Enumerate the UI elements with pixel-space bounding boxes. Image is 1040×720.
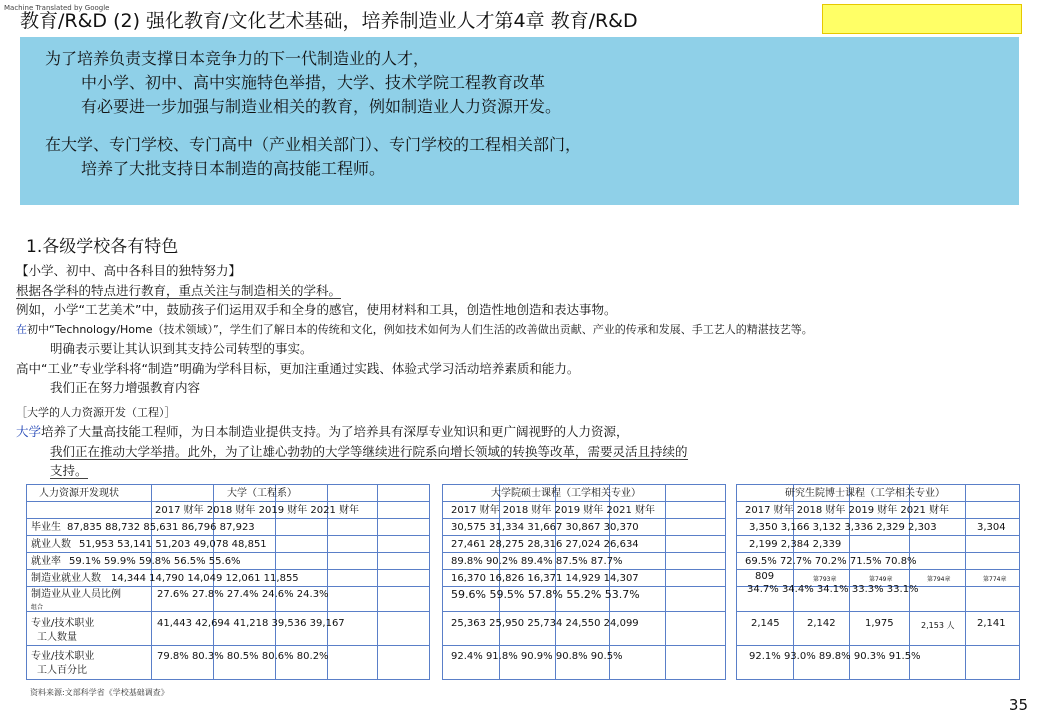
- school-heading: 【小学、初中、高中各科目的独特努力】: [16, 263, 242, 278]
- summary-line: 培养了大批支持日本制造的高技能工程师。: [81, 159, 386, 178]
- summary-line: 在大学、专门学校、专门高中（产业相关部门）、专门学校的工程相关部门，: [45, 135, 582, 154]
- doctoral-prof-count: 2,153 人: [921, 621, 955, 630]
- body-line-prefix: 大学: [16, 424, 42, 439]
- masters-employment-rate: 89.8% 90.2% 89.4% 87.5% 87.7%: [451, 556, 623, 567]
- summary-line: 中小学、初中、高中实施特色举措，大学、技术学院工程教育改革: [81, 73, 546, 92]
- masters-title: 大学院硕士课程（工学相关专业）: [491, 488, 641, 499]
- summary-box: [20, 37, 1019, 205]
- row-label-prof-count: 工人数量: [37, 632, 77, 643]
- doctoral-mfg-note: 第794章: [927, 576, 951, 583]
- body-line-text: 初中“Technology/Home（技术领域）”，学生们了解日本的传统和文化，例如技术如何为人们生活的改善做出贡献、产业的传承和发展、手工艺人的精湛技艺等。: [27, 322, 813, 336]
- university-title: 大学（工程系）: [227, 488, 297, 499]
- university-employed: 51,953 53,141 51,203 49,078 48,851: [79, 539, 267, 550]
- university-years: 2017 财年 2018 财年 2019 财年 2021 财年: [155, 505, 360, 516]
- row-label-prof-count: 专业/技术职业: [31, 618, 95, 629]
- masters-prof-pct: 92.4% 91.8% 90.9% 90.8% 90.5%: [451, 651, 623, 662]
- body-line: [16, 461, 1016, 481]
- university-employment-rate: 59.1% 59.9% 59.8% 56.5% 55.6%: [69, 556, 241, 567]
- doctoral-employment-rate: 69.5% 72.7% 70.2% 71.5% 70.8%: [745, 556, 917, 567]
- source-note: 资料来源:文部科学省《学校基础调查》: [30, 688, 169, 697]
- row-label-graduates: 毕业生: [31, 522, 61, 533]
- masters-years: 2017 财年 2018 财年 2019 财年 2021 财年: [451, 505, 656, 516]
- masters-prof-count: 25,363 25,950 25,734 24,550 24,099: [451, 618, 639, 629]
- university-mfg-employed: 14,344 14,790 14,049 12,061 11,855: [111, 573, 299, 584]
- doctoral-prof-pct: 92.1% 93.0% 89.8% 90.3% 91.5%: [749, 651, 921, 662]
- table-column-divider: [965, 485, 966, 679]
- row-label-employment-rate: 就业率: [31, 556, 61, 567]
- body-line: 例如，小学“工艺美术”中，鼓励孩子们运用双手和全身的感官，使用材料和工具，创造性地创造和表达事物。: [16, 302, 617, 317]
- row-label-employed: 就业人数: [31, 539, 71, 550]
- doctoral-prof-count: 2,141: [977, 618, 1006, 629]
- university-table: [26, 484, 430, 680]
- doctoral-prof-count: 1,975: [865, 618, 894, 629]
- masters-employed: 27,461 28,275 28,316 27,024 26,634: [451, 539, 639, 550]
- summary-line: 为了培养负责支撑日本竞争力的下一代制造业的人才，: [45, 49, 430, 68]
- doctoral-years: 2017 财年 2018 财年 2019 财年 2021 财年: [745, 505, 950, 516]
- row-label-mfg-employed: 制造业就业人数: [31, 573, 101, 584]
- doctoral-mfg-note: 第774章: [983, 576, 1007, 583]
- table-column-divider: [377, 485, 378, 679]
- masters-table: [442, 484, 726, 680]
- body-line-text: 我们正在推动大学举措。此外，为了让雄心勃勃的大学等继续进行院系向增长领域的转换等改革，需要灵活且持续的: [50, 443, 688, 459]
- table-column-divider: [665, 485, 666, 679]
- masters-graduates: 30,575 31,334 31,667 30,867 30,370: [451, 522, 639, 533]
- body-line: [16, 422, 1016, 442]
- body-line: [16, 281, 1016, 301]
- section-heading: 1.各级学校各有特色: [26, 237, 179, 257]
- university-mfg-ratio: 27.6% 27.8% 27.4% 24.6% 24.3%: [157, 589, 329, 600]
- machine-translation-credit: Machine Translated by Google: [4, 4, 110, 12]
- row-label-mfg-ratio-note: 组合: [31, 604, 44, 611]
- body-line: [16, 320, 1016, 340]
- highlight-box: [822, 4, 1022, 34]
- body-line-prefix: 在: [16, 322, 27, 336]
- doctoral-graduates-last: 3,304: [977, 522, 1006, 533]
- page-number: 35: [1008, 696, 1028, 714]
- university-prof-count: 41,443 42,694 41,218 39,536 39,167: [157, 618, 345, 629]
- masters-mfg-ratio: 59.6% 59.5% 57.8% 55.2% 53.7%: [451, 588, 640, 601]
- body-line-text: 支持。: [50, 463, 88, 478]
- doctoral-mfg-ratio: 34.7% 34.4% 34.1% 33.3% 33.1%: [747, 584, 919, 595]
- doctoral-title: 研究生院博士课程（工学相关专业）: [785, 488, 945, 499]
- doctoral-prof-count: 2,142: [807, 618, 836, 629]
- row-label-mfg-ratio: 制造业从业人员比例: [31, 589, 121, 600]
- row-label-prof-pct: 专业/技术职业: [31, 651, 95, 662]
- body-line: 明确表示要让其认识到其支持公司转型的事实。: [50, 341, 313, 356]
- university-graduates: 87,835 88,732 85,631 86,796 87,923: [67, 522, 255, 533]
- row-label-header: 人力资源开发现状: [39, 488, 119, 499]
- body-line-text: 培养了大量高技能工程师，为日本制造业提供支持。为了培养具有深厚专业知识和更广阔视野的人力资源，: [41, 424, 629, 439]
- summary-line: 有必要进一步加强与制造业相关的教育，例如制造业人力资源开发。: [81, 97, 562, 116]
- body-line: 高中“工业”专业学科将“制造”明确为学科目标，更加注重通过实践、体验式学习活动培养素质和能力。: [16, 360, 580, 376]
- page-title: 教育/R&D (2) 强化教育/文化艺术基础，培养制造业人才第4章 教育/R&D: [20, 10, 638, 32]
- body-line: 我们正在努力增强教育内容: [50, 380, 201, 395]
- row-label-prof-pct: 工人百分比: [37, 665, 87, 676]
- university-heading: ［大学的人力资源开发（工程）］: [16, 405, 176, 419]
- doctoral-mfg-note: 第749章: [869, 576, 893, 583]
- university-prof-pct: 79.8% 80.3% 80.5% 80.6% 80.2%: [157, 651, 329, 662]
- doctoral-table: [736, 484, 1020, 680]
- doctoral-employed: 2,199 2,384 2,339: [749, 539, 842, 550]
- doctoral-graduates: 3,350 3,166 3,132 3,336 2,329 2,303: [749, 522, 937, 533]
- masters-mfg-employed: 16,370 16,826 16,371 14,929 14,307: [451, 573, 639, 584]
- body-line-text: 根据各学科的特点进行教育，重点关注与制造相关的学科。: [16, 282, 342, 298]
- doctoral-prof-count: 2,145: [751, 618, 780, 629]
- doctoral-mfg-note: 第793章: [813, 576, 837, 583]
- doctoral-mfg-employed: 809: [755, 571, 775, 582]
- body-text: [16, 261, 1016, 481]
- body-line: [16, 442, 1016, 462]
